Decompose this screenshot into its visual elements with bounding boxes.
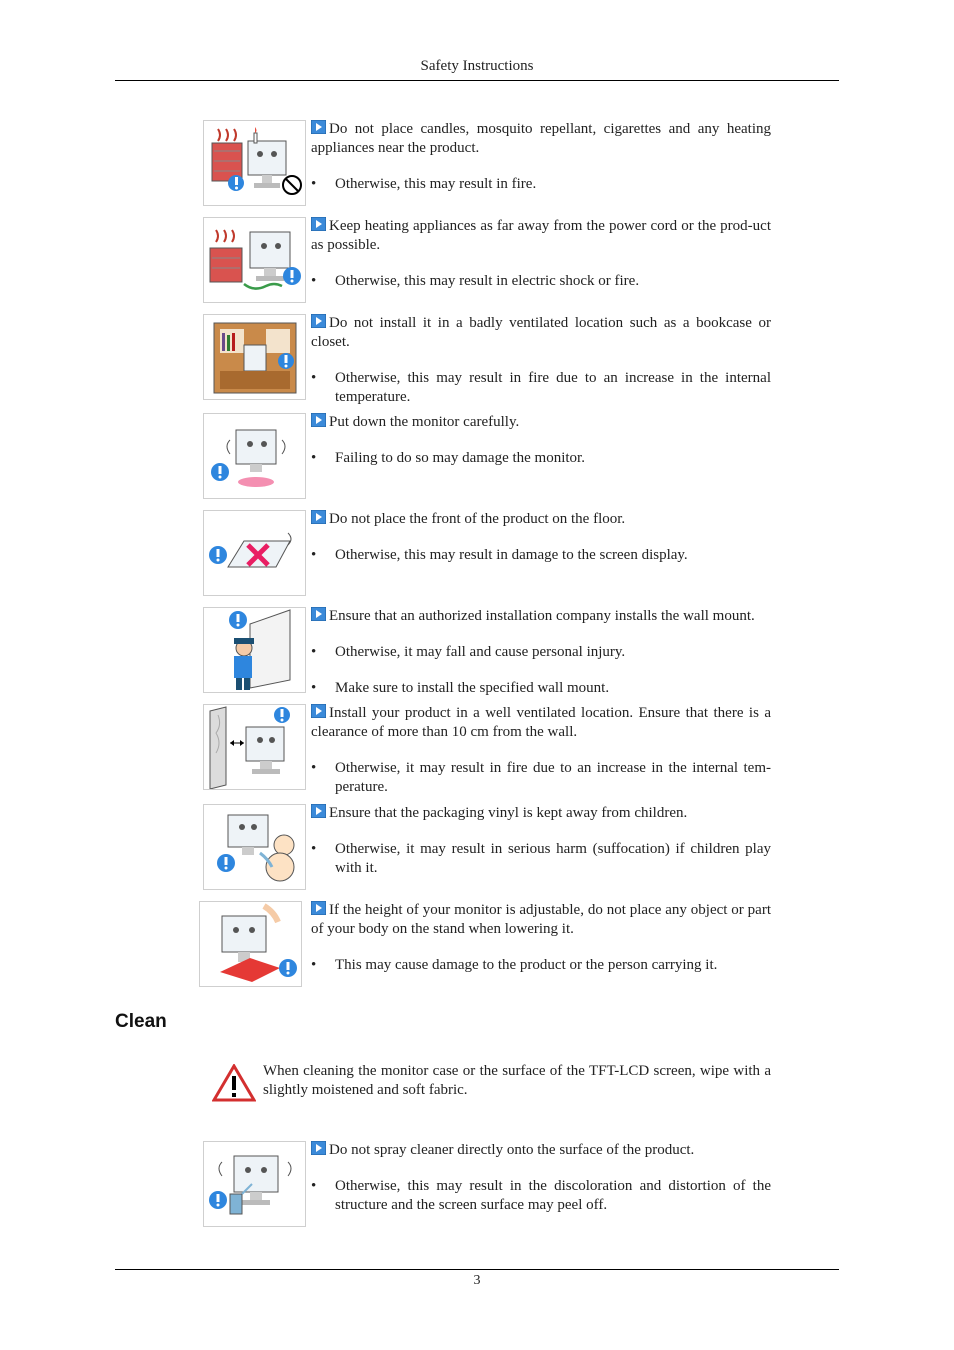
safety-item: Ensure that the packaging vinyl is kept away from children. • Otherwise, it may result in serious harm (suffocation) if children play with it. [203, 804, 771, 890]
item-bullet-text: Otherwise, this may result in the discoloration and distortion of the structure and the screen surface may peel off. [335, 1178, 771, 1213]
safety-item: Do not install it in a badly ventilated location such as a bookcase or closet. • Otherwise, this may result in fire due to an increase in the internal temperature. [203, 314, 771, 400]
monitor-face-down-icon [203, 510, 306, 596]
blue-arrow-icon [311, 1141, 326, 1155]
item-lead-text: Do not place candles, mosquito repellant, cigarettes and any heating appliances near the product. [311, 121, 771, 156]
blue-arrow-icon [311, 607, 326, 621]
safety-item: Put down the monitor carefully. • Failing to do so may damage the monitor. [203, 413, 771, 499]
blue-arrow-icon [311, 804, 326, 818]
item-lead-text: Install your product in a well ventilated location. Ensure that there is a clearance of more than 10 cm from the wall. [311, 705, 771, 740]
safety-item: Keep heating appliances as far away from the power cord or the prod-uct as possible. • Otherwise, this may result in electric shock or fire. [203, 217, 771, 303]
blue-arrow-icon [311, 120, 326, 134]
spray-cleaner-icon [203, 1141, 306, 1227]
item-lead-text: Ensure that an authorized installation company installs the wall mount. [329, 608, 755, 624]
item-bullet-text: Make sure to install the specified wall mount. [335, 680, 610, 696]
monitor-wall-clearance-icon [203, 704, 306, 790]
blue-arrow-icon [311, 901, 326, 915]
item-bullet-text: Otherwise, this may result in electric shock or fire. [335, 273, 640, 289]
footer-rule [115, 1269, 839, 1270]
item-lead-text: Do not place the front of the product on the floor. [329, 511, 626, 527]
item-lead-text: If the height of your monitor is adjustable, do not place any object or part of your body on the stand when lowering it. [311, 902, 771, 937]
monitor-put-down-icon [203, 413, 306, 499]
page-number: 3 [473, 1273, 481, 1288]
heater-power-cord-icon [203, 217, 306, 303]
safety-item: Do not place the front of the product on the floor. • Otherwise, this may result in damage to the screen display. [203, 510, 771, 596]
blue-arrow-icon [311, 314, 326, 328]
header-rule [115, 80, 839, 81]
item-bullet-text: Failing to do so may damage the monitor. [335, 450, 585, 466]
wall-mount-installer-icon [203, 607, 306, 693]
item-bullet-text: Otherwise, this may result in fire. [335, 176, 537, 192]
warning-triangle-icon [212, 1064, 256, 1102]
blue-arrow-icon [311, 510, 326, 524]
safety-item: Do not spray cleaner directly onto the surface of the product. • Otherwise, this may result in the discoloration and distortion of the structure and the screen surface may peel off. [203, 1141, 771, 1227]
item-bullet-text: Otherwise, it may result in serious harm (suffocation) if children play with it. [335, 841, 771, 876]
item-lead-text: Put down the monitor carefully. [329, 414, 520, 430]
item-bullet-text: Otherwise, this may result in fire due to an increase in the internal temperature. [335, 370, 771, 405]
item-lead-text: Ensure that the packaging vinyl is kept away from children. [329, 805, 688, 821]
child-vinyl-icon [203, 804, 306, 890]
safety-item: Do not place candles, mosquito repellant, cigarettes and any heating appliances near the product. • Otherwise, this may result in fire. [203, 120, 771, 206]
safety-item: Ensure that an authorized installation company installs the wall mount. • Otherwise, it may fall and cause personal injury. • Make sure to install the specified wall mount. [203, 607, 771, 693]
item-bullet-text: This may cause damage to the product or the person carrying it. [335, 957, 718, 973]
section-heading-clean: Clean [115, 1011, 167, 1032]
blue-arrow-icon [311, 704, 326, 718]
item-lead-text: Keep heating appliances as far away from the power cord or the prod-uct as possible. [311, 218, 771, 253]
item-bullet-text: Otherwise, this may result in damage to the screen display. [335, 547, 688, 563]
page-header-title: Safety Instructions [420, 58, 534, 74]
blue-arrow-icon [311, 413, 326, 427]
stand-pinch-hand-icon [199, 901, 302, 987]
item-bullet-text: Otherwise, it may result in fire due to an increase in the internal tem-perature. [335, 760, 771, 795]
safety-item: Install your product in a well ventilated location. Ensure that there is a clearance of more than 10 cm from the wall. • Otherwise, it may result in fire due to an increase in the internal tem-perature. [203, 704, 771, 790]
blue-arrow-icon [311, 217, 326, 231]
caution-text: When cleaning the monitor case or the surface of the TFT-LCD screen, wipe with a slightly moistened and soft fabric. [263, 1063, 771, 1098]
item-lead-text: Do not spray cleaner directly onto the surface of the product. [329, 1142, 695, 1158]
candle-heater-icon [203, 120, 306, 206]
bookcase-monitor-icon [203, 314, 306, 400]
item-bullet-text: Otherwise, it may fall and cause personal injury. [335, 644, 626, 660]
item-lead-text: Do not install it in a badly ventilated location such as a bookcase or closet. [311, 315, 771, 350]
safety-item: If the height of your monitor is adjustable, do not place any object or part of your body on the stand when lowering it. • This may cause damage to the product or the person carrying it. [199, 901, 771, 987]
